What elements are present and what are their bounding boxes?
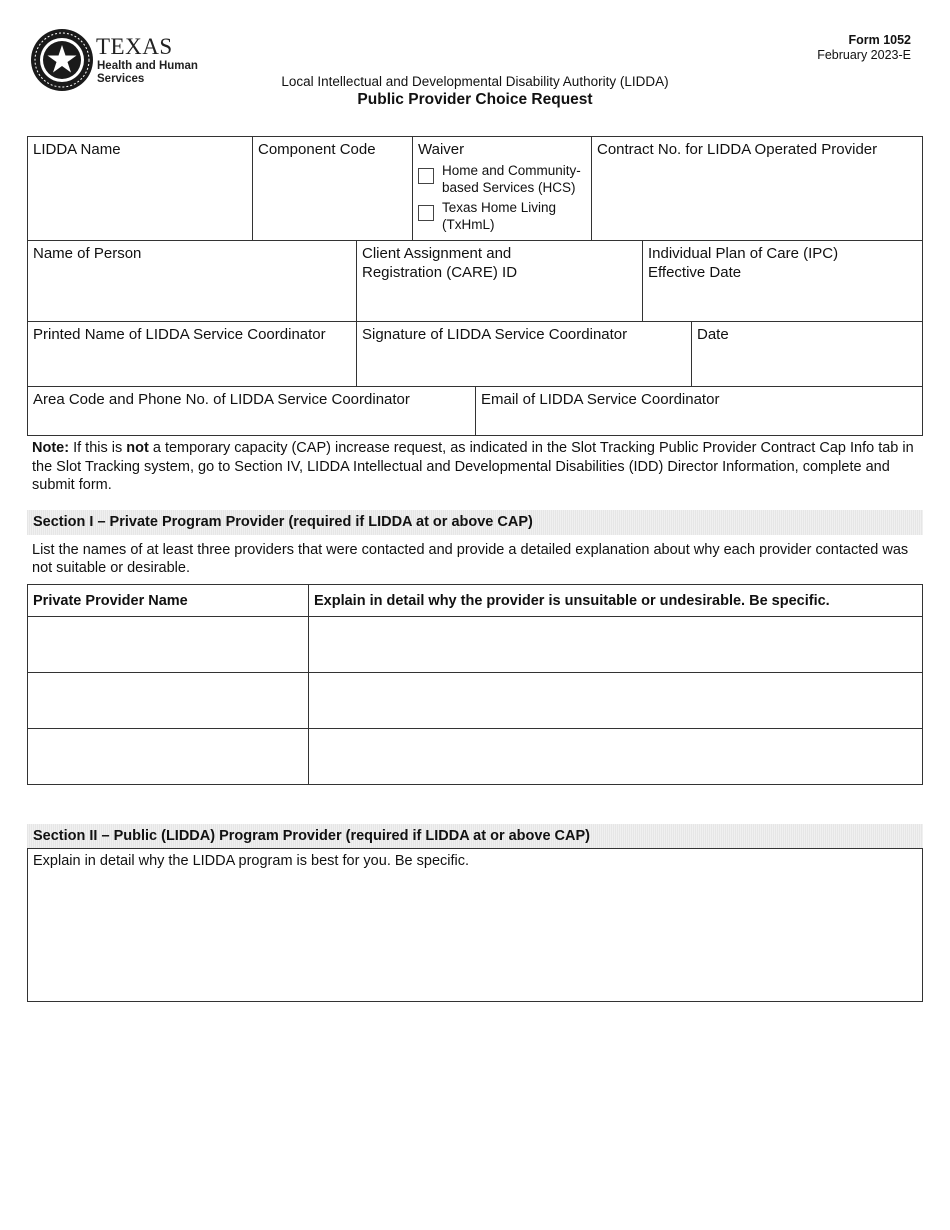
lidda-explanation-prompt: Explain in detail why the LIDDA program is best for you. Be specific. [33, 853, 470, 869]
agency-name-line2: Health and Human [97, 60, 198, 72]
section2-heading: Section II – Public (LIDDA) Program Provider (required if LIDDA at or above CAP) [27, 824, 923, 849]
signature-field[interactable] [356, 322, 692, 386]
ipc-date-label: Individual Plan of Care (IPC) Effective Date [648, 245, 839, 281]
name-of-person-label: Name of Person [33, 245, 142, 262]
coordinator-signature-row [27, 321, 923, 387]
care-id-label: Client Assignment and Registration (CARE) ID [362, 245, 518, 281]
form-date: February 2023-E [817, 48, 911, 62]
section1-instructions: List the names of at least three providers that were contacted and provide a detailed explanation about why each provider contacted was not suitable or desirable. [32, 542, 909, 576]
lidda-info-row [27, 136, 923, 241]
waiver-field [412, 137, 592, 240]
lidda-name-field[interactable] [28, 137, 252, 240]
provider-explanation-input[interactable] [309, 673, 923, 729]
component-code-field[interactable] [252, 137, 412, 240]
agency-name-line3: Services [97, 73, 145, 85]
waiver-option-hcs[interactable] [418, 162, 587, 196]
col-explanation: Explain in detail why the provider is unsuitable or undesirable. Be specific. [309, 585, 923, 617]
form-subtitle: Local Intellectual and Developmental Disability Authority (LIDDA) [281, 74, 669, 89]
note-emphasis: not [126, 440, 149, 456]
private-provider-table [27, 584, 923, 785]
table-row [28, 673, 923, 729]
section1-heading: Section I – Private Program Provider (required if LIDDA at or above CAP) [27, 510, 923, 535]
provider-explanation-input[interactable] [309, 617, 923, 673]
care-id-field[interactable] [356, 241, 643, 321]
waiver-option-txhml[interactable] [418, 199, 587, 233]
printed-name-field[interactable] [28, 322, 356, 386]
form-identifier [817, 33, 911, 63]
lidda-name-label: LIDDA Name [33, 141, 121, 158]
date-label: Date [697, 326, 729, 343]
email-field[interactable] [475, 387, 922, 435]
table-header-row [28, 585, 923, 617]
person-info-row [27, 240, 923, 322]
agency-name-line1: TEXAS [96, 34, 173, 59]
waiver-label: Waiver [418, 141, 465, 158]
table-row [28, 729, 923, 785]
date-field[interactable] [691, 322, 922, 386]
note-text-2: a temporary capacity (CAP) increase request, as indicated in the Slot Tracking Public Provider Contract Cap Info tab in the Slot Tracking system, go to Section IV, LIDDA Intellectual and Developmental Disabilities (IDD) Director Information, complete and submit form. [32, 440, 914, 493]
hcs-checkbox[interactable] [418, 168, 434, 184]
signature-label: Signature of LIDDA Service Coordinator [362, 326, 628, 343]
lidda-explanation-field[interactable] [27, 848, 923, 1002]
provider-name-input[interactable] [28, 673, 309, 729]
coordinator-contact-row [27, 386, 923, 436]
email-label: Email of LIDDA Service Coordinator [481, 391, 720, 408]
provider-explanation-input[interactable] [309, 729, 923, 785]
hcs-label: Home and Community-based Services (HCS) [442, 163, 581, 195]
contract-no-label: Contract No. for LIDDA Operated Provider [597, 141, 878, 158]
provider-name-input[interactable] [28, 617, 309, 673]
ipc-date-field[interactable] [642, 241, 922, 321]
form-title: Public Provider Choice Request [357, 91, 593, 108]
name-of-person-field[interactable] [28, 241, 356, 321]
phone-field[interactable] [28, 387, 475, 435]
provider-name-input[interactable] [28, 729, 309, 785]
note-label: Note: [32, 440, 70, 456]
printed-name-label: Printed Name of LIDDA Service Coordinator [33, 326, 326, 343]
txhml-label: Texas Home Living (TxHmL) [442, 200, 557, 232]
note-text-1: If this is [69, 440, 127, 456]
txhml-checkbox[interactable] [418, 205, 434, 221]
col-provider-name: Private Provider Name [28, 585, 309, 617]
component-code-label: Component Code [258, 141, 376, 158]
table-row [28, 617, 923, 673]
form-number: Form 1052 [848, 33, 911, 47]
contract-no-field[interactable] [591, 137, 922, 240]
phone-label: Area Code and Phone No. of LIDDA Service Coordinator [33, 391, 410, 408]
note-paragraph [32, 439, 922, 495]
